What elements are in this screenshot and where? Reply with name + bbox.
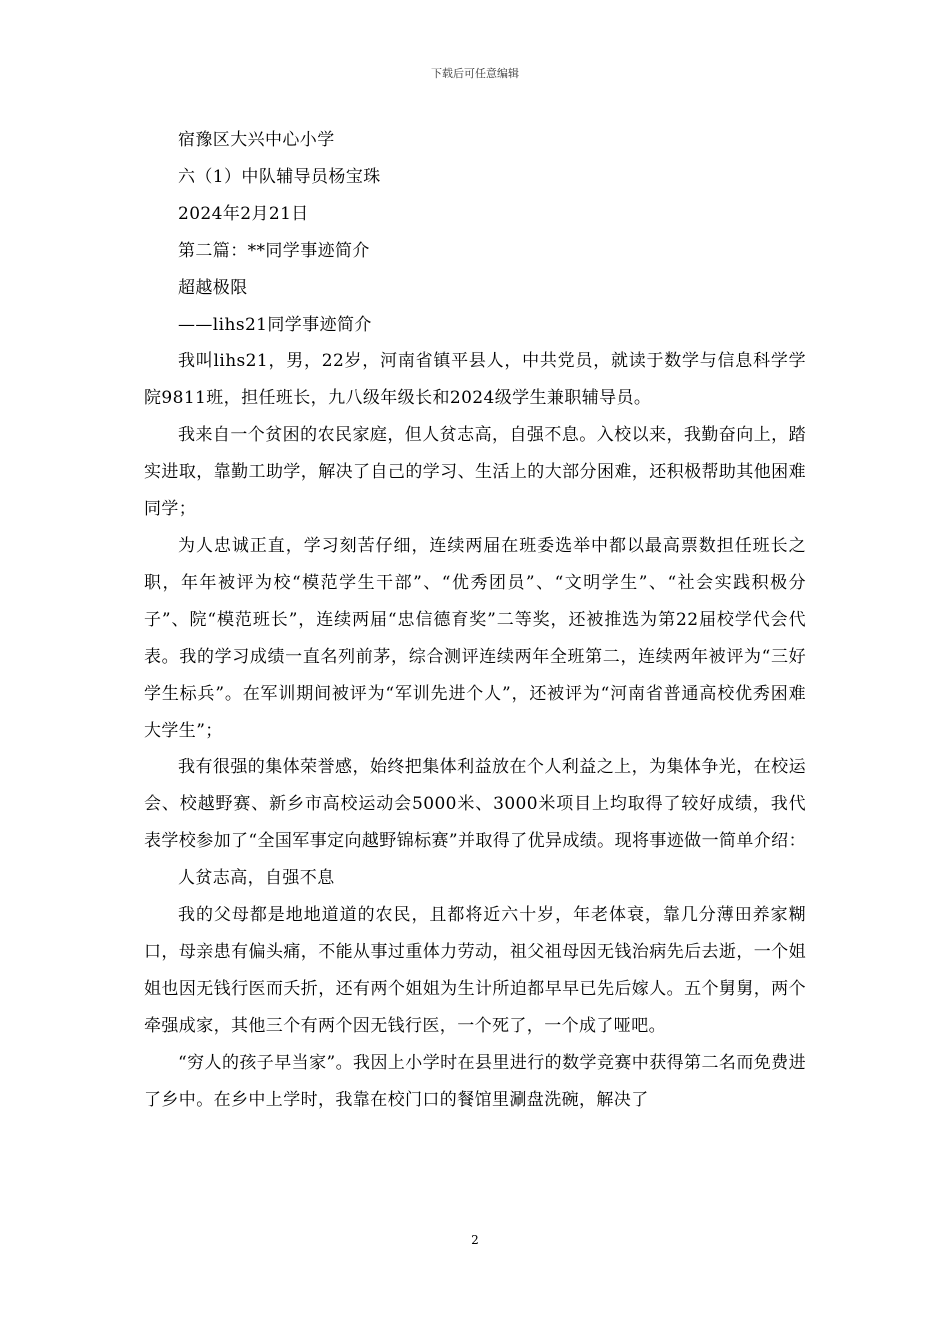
article-subtitle: ——lihs21同学事迹简介	[178, 314, 372, 335]
document-body	[144, 122, 806, 1118]
page-number: 2	[471, 1233, 479, 1247]
body-paragraph: 我来自一个贫困的农民家庭，但人贫志高，自强不息。入校以来，我勤奋向上，踏实进取，靠勤工助学，解决了自己的学习、生活上的大部分困难，还积极帮助其他困难同学；	[144, 425, 806, 520]
body-paragraph: “穷人的孩子早当家”。我因上小学时在县里进行的数学竞赛中获得第二名而免费进了乡中。在乡中上学时，我靠在校门口的餐馆里涮盘洗碗，解决了	[144, 1052, 806, 1110]
school-name: 宿豫区大兴中心小学	[178, 130, 335, 150]
body-paragraph: 为人忠诚正直，学习刻苦仔细，连续两届在班委选举中都以最高票数担任班长之职，年年被评为校“模范学生干部”、“优秀团员”、“文明学生”、“社会实践积极分子”、院“模范班长”，连续两届“忠信德育奖”二等奖，还被推选为第22届校学代会代表。我的学习成绩一直名列前茅，综合测评连续两年全班第二，连续两年被评为“三好学生标兵”。在军训期间被评为“军训先进个人”，还被评为“河南省普通高校优秀困难大学生”；	[144, 535, 806, 741]
subsection-heading: 人贫志高，自强不息	[178, 868, 335, 889]
date-line: 2024年2月21日	[178, 203, 309, 224]
author-line: 六（1）中队辅导员杨宝珠	[178, 166, 381, 187]
article-title: 超越极限	[178, 277, 248, 298]
body-paragraph: 我有很强的集体荣誉感，始终把集体利益放在个人利益之上，为集体争光，在校运会、校越野赛、新乡市高校运动会5000米、3000米项目上均取得了较好成绩，我代表学校参加了“全国军事定向越野锦标赛”并取得了优异成绩。现将事迹做一简单介绍：	[144, 757, 806, 852]
section-heading: 第二篇：**同学事迹简介	[178, 240, 370, 261]
body-paragraph: 我叫lihs21，男，22岁，河南省镇平县人，中共党员，就读于数学与信息科学学院9811班，担任班长，九八级年级长和2024级学生兼职辅导员。	[144, 351, 806, 409]
page-header: 下载后可任意编辑	[431, 67, 519, 80]
body-paragraph: 我的父母都是地地道道的农民，且都将近六十岁，年老体衰，靠几分薄田养家糊口，母亲患有偏头痛，不能从事过重体力劳动，祖父祖母因无钱治病先后去逝，一个姐姐也因无钱行医而夭折，还有两个姐姐为生计所迫都早早已先后嫁人。五个舅舅，两个牵强成家，其他三个有两个因无钱行医，一个死了，一个成了哑吧。	[144, 905, 806, 1036]
